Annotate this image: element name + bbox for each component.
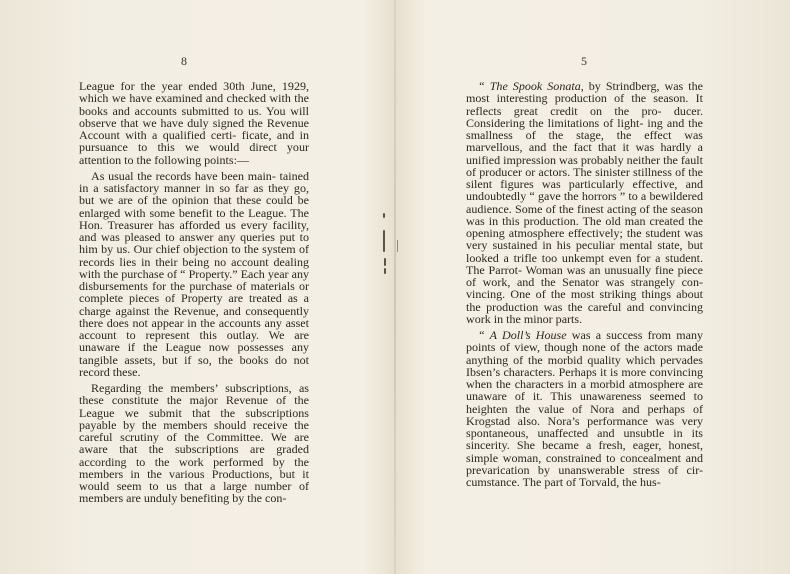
paragraph: League for the year ended 30th June, 1929, which we have examined and checked with the books and accounts submitted to us. You will observe that we have duly signed the Revenue Account with a qualified certi- ficate, and in pursuance to this we would direct your attention to the following points:—	[79, 79, 309, 167]
left-page-text	[79, 80, 309, 505]
left-page-number: 8	[181, 54, 187, 68]
binding-thread-mark	[383, 213, 385, 218]
paragraph	[466, 329, 703, 488]
paragraph: As usual the records have been main- tained in a satisfactory manner in so far as they go, but we are of the opinion that these could be enlarged with some benefit to the League. The Hon. Treasurer has afforded us every facility, and was pleased to answer any queries put to him by us. Our chief objection to the system of records lies in their being no account dealing with the purchase of “ Property.” Each year any disbursements for the purchase of materials or complete pieces of Property are treated as a charge against the Revenue, and consequently there does not appear in the accounts any asset account to represent this outlay. We are unaware if the League now possesses any tangible assets, but if so, the books do not record these.	[79, 168, 309, 379]
binding-thread-mark	[383, 230, 385, 252]
paragraph	[466, 80, 703, 325]
binding-thread-mark	[384, 268, 386, 274]
right-page-text	[466, 80, 703, 488]
play-title: “ The Spook Sonata,	[478, 79, 584, 93]
right-page-number: 5	[581, 54, 587, 68]
binding-thread-mark	[384, 258, 386, 266]
paragraph-body: by Strindberg, was the most interesting production of the season. It reflects great credit on the pro- ducer. Considering the limitations of light- ing and the smallness of the stage, the effect was marvellous, and the fact that it was hardly a unified impression was probably neither the fault of producer or actors. The sinister stillness of the silent figures was particularly effective, and undoubtedly “ gave the horrors ” to a bewildered audience. Some of the finest acting of the season was in this production. The old man created the opening atmosphere effectively; the student was very sustained in his peculiar mental state, but looked a trifle too unkempt even for a student. The Parrot- Woman was an unusually fine piece of work, and the Senator was strangely con- vincing. One of the most striking things about the production was the careful and convincing work in the minor parts.	[466, 79, 703, 326]
paragraph-body: was a success from many points of view, though none of the actors made anything of the morbid quality which pervades Ibsen’s characters. Perhaps it is more convincing when the characters in a morbid atmosphere are unaware of it. This unawareness seemed to heighten the value of Nora and perhaps of Krogstad also. Nora’s performance was very spontaneous, unaffected and unsubtle in its sincerity. She became a fresh, eager, honest, simple woman, constrained to concealment and prevarication by unanswerable stress of cir- cumstance. The part of Torvald, the hus-	[466, 328, 704, 489]
binding-thread-mark	[397, 240, 398, 252]
binding-gutter	[394, 0, 396, 574]
play-title: “ A Doll’s House	[478, 328, 567, 342]
paragraph: Regarding the members’ subscriptions, as these constitute the major Revenue of the League we submit that the subscriptions payable by the members should receive the careful scrutiny of the Committee. We are aware that the subscriptions are graded according to the work performed by the members in the various Productions, but it would seem to us that a large number of members are unduly benefiting by the con-	[79, 381, 309, 506]
